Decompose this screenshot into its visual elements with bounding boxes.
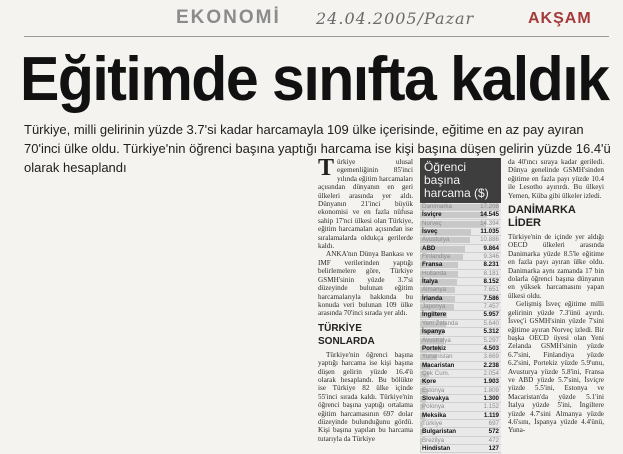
value-bar [420,446,421,452]
country-name: Almanya [422,286,447,294]
spending-value: 5.640 [483,319,499,327]
spending-value: 8.181 [483,269,499,277]
table-row [420,345,501,353]
spending-value: 697 [488,419,499,427]
country-name: İngiltere [422,311,447,319]
spending-value: 7.651 [483,286,499,294]
spending-table [420,158,501,454]
country-name: İsveç [422,228,438,236]
country-name: Norveç [422,219,442,227]
spending-value: 9.864 [483,244,499,252]
country-name: İsviçre [422,211,442,219]
country-name: Brezilya [422,436,445,444]
table-row [420,270,501,278]
table-row [420,412,501,420]
article-paragraph: ürkiye ulusal egemenliğinin 85'inci yılında eğitim harcamaları açısından dünyanın en geri ülkeleri arasında yer aldı. Dünyanın 21'inci büyük ekonomisi ve en fazla nüfusa sahip 17'nci ülkesi olan Türkiye, eğitim harcamaları açısından ise sıralamalarda oldukça gerilerde kaldı. [318,158,413,251]
spending-value: 8.231 [483,261,499,269]
spending-value: 10.886 [480,236,499,244]
country-name: Kore [422,378,437,386]
header-divider [24,36,609,37]
spending-value: 3.669 [483,353,499,361]
country-name: İrlanda [422,294,443,302]
lead-paragraph: Türkiye, milli gelirinin yüzde 3.7'si kadar harcamayla 109 ülke içerisinde, eğitime en az pay ayıran 70'inci ülke oldu. Türkiye'nin öğrenci başına yaptığı harcama ise kişi başına düşen gelirin yüzde 16.4'ü olarak hesaplandı [24,122,611,175]
country-name: Avustralya [422,336,451,344]
table-row [420,286,501,294]
table-row [420,420,501,428]
table-row [420,320,501,328]
spending-value: 127 [488,444,499,452]
country-name: Portekiz [422,344,447,352]
blank-margin [0,160,312,454]
country-name: Çek Cum. [422,369,450,377]
spending-value: 1.903 [483,378,499,386]
country-name: Slovakya [422,394,449,402]
country-name: Meksika [422,411,447,419]
table-row [420,395,501,403]
spending-value: 7.457 [483,303,499,311]
table-row [420,228,501,236]
country-name: Yunanistan [422,353,453,361]
table-row [420,245,501,253]
country-name: Estonya [422,386,445,394]
country-name: İspanya [422,328,446,336]
country-name: ABD [422,244,436,252]
country-name: Fransa [422,261,443,269]
article-column-right [508,158,604,454]
handwritten-date: 24.04.2005/Pazar [316,9,475,28]
country-name: Polonya [422,403,445,411]
article-paragraph: Türkiye'nin öğrenci başına yaptığı harcama ise kişi başına düşen gelirin yüzde 16.4'ü olarak hesaplandı. Bu bölükte ise Türkiye 82 ülke içinde 55'inci sırada kaldı. Türkiye'nin öğrenci başına yaptığı ortalama eğitim harcamasının 697 dolar düzeyinde bulunduğunu gördü. Kişi başına yapılan bu harcama tutarıyla da Türkiye [318,350,413,443]
country-name: Yeni Zelanda [422,319,458,327]
spending-value: 472 [488,436,499,444]
article-paragraph: Türkiye'nin de içinde yer aldığı OECD ülkeleri arasında Danimarka yüzde 8.5'le eğitime en fazla payı ayıran ülke oldu. Danimarka aynı zamanda 17 bin dolarla öğrenci başına dünyanın en yüksek harcamasını yapan ülkesi oldu. [508,233,604,300]
article-column-left [318,158,413,454]
country-name: Bulgaristan [422,428,457,436]
table-row [420,337,501,345]
spending-value: 5.957 [483,311,499,319]
article-paragraph: da 40'ıncı sıraya kadar geriledi. Dünya genelinde GSMH'sinden eğitime en fazla payı yüzde 10.4 ile Lesotho ayırırdı. Bu ülkeyi Yemen, Küba gibi ülkeler izledi. [508,158,604,200]
spending-value: 9.346 [483,253,499,261]
table-row [420,362,501,370]
spending-value: 8.152 [483,278,499,286]
table-row [420,236,501,244]
spending-value: 1.809 [483,386,499,394]
table-row [420,211,501,219]
table-row [420,445,501,453]
table-row [420,203,501,211]
table-row [420,328,501,336]
table-row [420,387,501,395]
table-row [420,437,501,445]
table-row [420,278,501,286]
table-title: Öğrenci başına harcama ($) [420,158,501,203]
table-row [420,378,501,386]
country-name: Hollanda [422,269,447,277]
article-paragraph: Gelişmiş İsveç eğitime milli gelirinin yüzde 7.3'ünü ayırdı. İsveç'i GSMH'sinin yüzde 7'sini eğitime ayıran Norveç izledi. Bir başka OECD üyesi olan Yeni Zelanda GSMH'sinin yüzde 6.7'sini, Finlandiya yüzde 6.2'sini, Portekiz yüzde 5.9'unu, Avusturya yüzde 5.8'ini, Fransa ve ABD yüzde 5.7'sini, İsviçre yüzde 5.5'ini, Estonya ve Macaristan'da yüzde 5.1'ini İtalya yüzde 5'ini, İngiltere yüzde 4.7'sini Almanya yüzde 4.6'sını, İspanya yüzde 4.4'ünü, Yuna- [508,300,604,435]
spending-value: 2.238 [483,361,499,369]
country-name: Danimarka [422,203,452,210]
subheading: DANİMARKA LİDER [508,204,576,230]
table-rows [420,203,501,453]
country-name: Hindistan [422,444,451,452]
table-row [420,311,501,319]
table-row [420,253,501,261]
country-name: İtalya [422,278,438,286]
spending-value: 1.119 [483,411,499,419]
table-row [420,261,501,269]
spending-value: 4.503 [483,344,499,352]
country-name: Finlandiya [422,253,451,261]
table-row [420,370,501,378]
country-name: Türkiye [422,419,443,427]
table-row [420,220,501,228]
drop-cap: T [318,158,335,181]
table-row [420,303,501,311]
spending-value: 7.586 [483,294,499,302]
headline: Eğitimde sınıfta kaldık [20,44,609,114]
table-row [420,403,501,411]
spending-value: 14.545 [480,211,499,219]
article-paragraph: ANKA'nın Dünya Bankası ve IMF verilerinden yaptığı belirlemelere göre, Türkiye GSMH'sinin yüzde 3.7'si düzeyinde bulunan eğitim harcamalarıyla hakkında bu konuda veri bulunan 109 ülke arasında 70'inci sırada yer aldı. [318,250,413,318]
spending-value: 17.208 [480,203,499,210]
table-row [420,295,501,303]
spending-value: 14.394 [480,219,499,227]
spending-value: 5.297 [483,336,499,344]
subheading: TÜRKİYE SONLARDA [318,322,375,347]
spending-value: 5.312 [483,328,499,336]
table-row [420,353,501,361]
spending-value: 572 [488,428,499,436]
spending-value: 11.035 [480,228,499,236]
newspaper-name: AKŞAM [528,10,592,27]
section-name: EKONOMİ [176,7,281,28]
country-name: Macaristan [422,361,455,369]
country-name: Avusturya [422,236,450,244]
spending-value: 1.152 [483,403,499,411]
country-name: Japonya [422,303,446,311]
page-header [0,0,623,40]
spending-value: 2.054 [483,369,499,377]
spending-value: 1.300 [483,394,499,402]
table-row [420,428,501,436]
